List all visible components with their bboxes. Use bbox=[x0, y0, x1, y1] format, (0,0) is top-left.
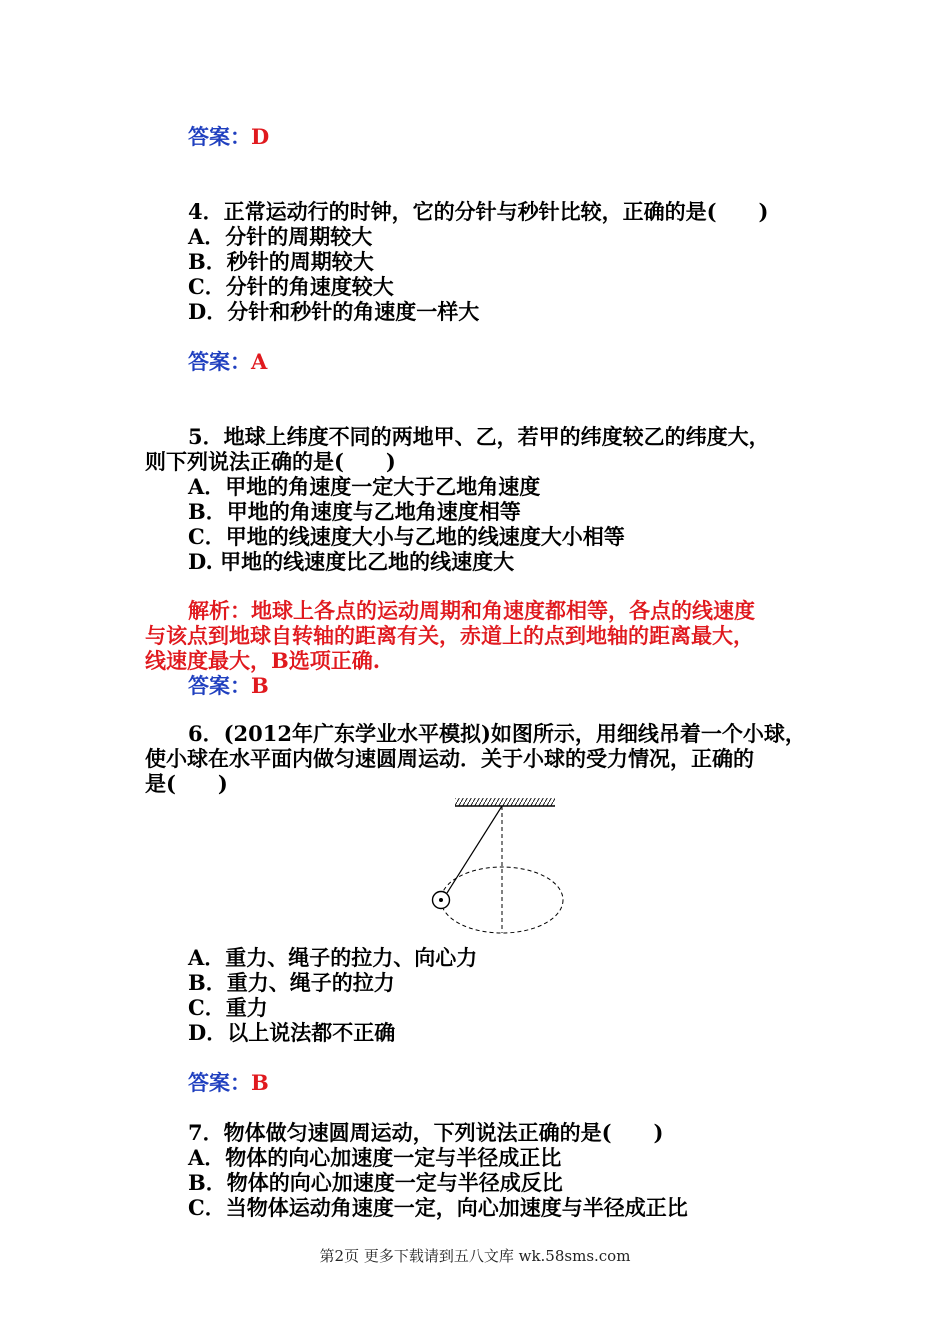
q7-option-b: B．物体的向心加速度一定与半径成反比 bbox=[188, 1170, 563, 1195]
answer-label: 答案： bbox=[188, 673, 251, 698]
q5-option-c: C．甲地的线速度大小与乙地的线速度大小相等 bbox=[188, 524, 625, 549]
q5-option-b: B．甲地的角速度与乙地角速度相等 bbox=[188, 499, 521, 524]
q6-option-c: C．重力 bbox=[188, 995, 268, 1020]
q7-stem: 7．物体做匀速圆周运动，下列说法正确的是( ) bbox=[188, 1120, 664, 1145]
q6-option-b: B．重力、绳子的拉力 bbox=[188, 970, 395, 995]
q6-stem-line1: 6．(2012年广东学业水平模拟)如图所示，用细线吊着一个小球， bbox=[188, 721, 806, 746]
answer-value: B bbox=[251, 1070, 269, 1095]
answer-6 bbox=[188, 1070, 269, 1096]
ceiling-hatch bbox=[455, 798, 555, 806]
q5-option-d: D. 甲地的线速度比乙地的线速度大 bbox=[188, 549, 515, 574]
ball-center bbox=[439, 898, 443, 902]
q7-option-c: C．当物体运动角速度一定，向心加速度与半径成正比 bbox=[188, 1195, 688, 1220]
q5-analysis-line3: 线速度最大，B选项正确. bbox=[145, 648, 381, 673]
q5-analysis-line1: 解析：地球上各点的运动周期和角速度都相等，各点的线速度 bbox=[188, 598, 755, 623]
answer-3 bbox=[188, 124, 269, 150]
answer-value: D bbox=[251, 124, 270, 149]
q4-option-a: A．分针的周期较大 bbox=[188, 224, 373, 249]
string bbox=[447, 806, 502, 893]
q4-option-d: D．分针和秒针的角速度一样大 bbox=[188, 299, 480, 324]
q5-stem-line1: 5．地球上纬度不同的两地甲、乙，若甲的纬度较乙的纬度大， bbox=[188, 424, 770, 449]
answer-4 bbox=[188, 349, 267, 375]
conical-pendulum-figure bbox=[425, 795, 585, 940]
q5-option-a: A．甲地的角速度一定大于乙地角速度 bbox=[188, 474, 541, 499]
q5-analysis-line2: 与该点到地球自转轴的距离有关，赤道上的点到地轴的距离最大， bbox=[145, 623, 754, 648]
q4-stem: 4．正常运动行的时钟，它的分针与秒针比较，正确的是( ) bbox=[188, 199, 769, 224]
q7-option-a: A．物体的向心加速度一定与半径成正比 bbox=[188, 1145, 562, 1170]
q6-stem-line3: 是( ) bbox=[145, 771, 228, 796]
page-footer: 第2页 更多下载请到五八文库 wk.58sms.com bbox=[319, 1247, 631, 1265]
q4-option-b: B．秒针的周期较大 bbox=[188, 249, 374, 274]
answer-value: B bbox=[251, 673, 269, 698]
q5-stem-line2: 则下列说法正确的是( ) bbox=[145, 449, 396, 474]
q4-option-c: C．分针的角速度较大 bbox=[188, 274, 394, 299]
answer-label: 答案： bbox=[188, 124, 251, 149]
answer-5 bbox=[188, 673, 269, 699]
answer-label: 答案： bbox=[188, 1070, 251, 1095]
q6-stem-line2: 使小球在水平面内做匀速圆周运动．关于小球的受力情况，正确的 bbox=[145, 746, 754, 771]
q6-option-a: A．重力、绳子的拉力、向心力 bbox=[188, 945, 478, 970]
answer-label: 答案： bbox=[188, 349, 251, 374]
answer-value: A bbox=[251, 349, 268, 374]
q6-option-d: D．以上说法都不正确 bbox=[188, 1020, 396, 1045]
